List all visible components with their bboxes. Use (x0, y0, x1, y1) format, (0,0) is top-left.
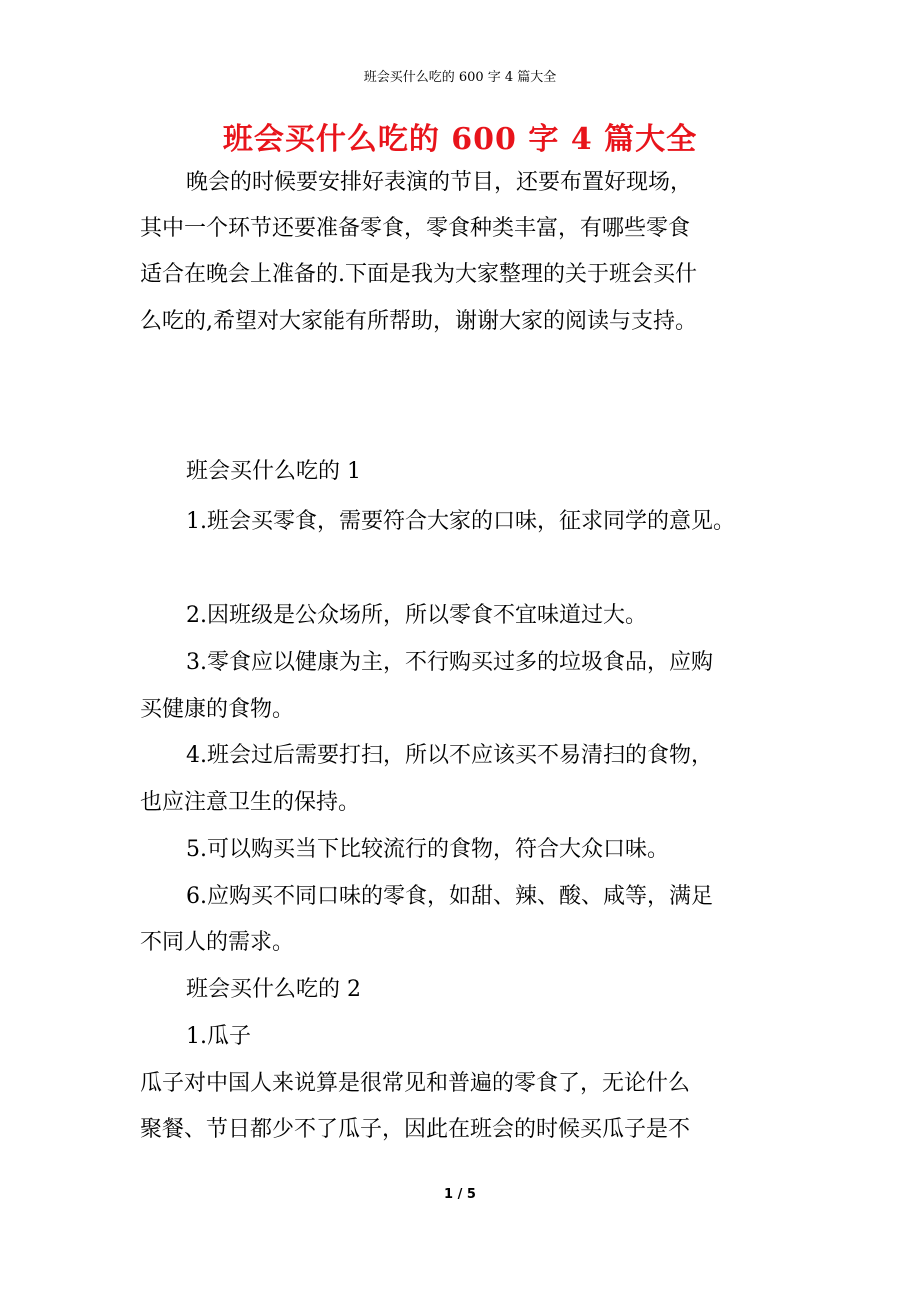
paragraph-line: 瓜子对中国人来说算是很常见和普遍的零食了，无论什么 (140, 1071, 691, 1096)
paragraph-line: 4.班会过后需要打扫，所以不应该买不易清扫的食物， (186, 743, 713, 768)
intro-line: 适合在晚会上准备的.下面是我为大家整理的关于班会买什 (140, 262, 697, 287)
paragraph-line: 3.零食应以健康为主，不行购买过多的垃圾食品，应购 (186, 650, 713, 675)
paragraph-line: 聚餐、节日都少不了瓜子，因此在班会的时候买瓜子是不 (140, 1117, 691, 1142)
section-heading: 班会买什么吃的 2 (186, 977, 361, 1002)
paragraph-line: 买健康的食物。 (140, 697, 295, 722)
paragraph-line: 5.可以购买当下比较流行的食物，符合大众口味。 (186, 837, 669, 862)
intro-line: 么吃的,希望对大家能有所帮助，谢谢大家的阅读与支持。 (140, 309, 697, 334)
paragraph-line: 1.瓜子 (186, 1024, 251, 1049)
running-header: 班会买什么吃的 600 字 4 篇大全 (363, 70, 557, 85)
paragraph-line: 1.班会买零食，需要符合大家的口味，征求同学的意见。 (186, 509, 735, 534)
paragraph-line: 2.因班级是公众场所，所以零食不宜味道过大。 (186, 603, 647, 628)
section-heading: 班会买什么吃的 1 (186, 459, 361, 484)
paragraph-line: 也应注意卫生的保持。 (140, 790, 361, 815)
paragraph-line: 不同人的需求。 (140, 930, 295, 955)
page-number: 1 / 5 (444, 1187, 476, 1202)
intro-line: 晚会的时候要安排好表演的节目，还要布置好现场， (186, 170, 693, 195)
document-title: 班会买什么吃的 600 字 4 篇大全 (222, 122, 698, 157)
paragraph-line: 6.应购买不同口味的零食，如甜、辣、酸、咸等，满足 (186, 884, 713, 909)
intro-line: 其中一个环节还要准备零食，零食种类丰富，有哪些零食 (140, 216, 691, 241)
